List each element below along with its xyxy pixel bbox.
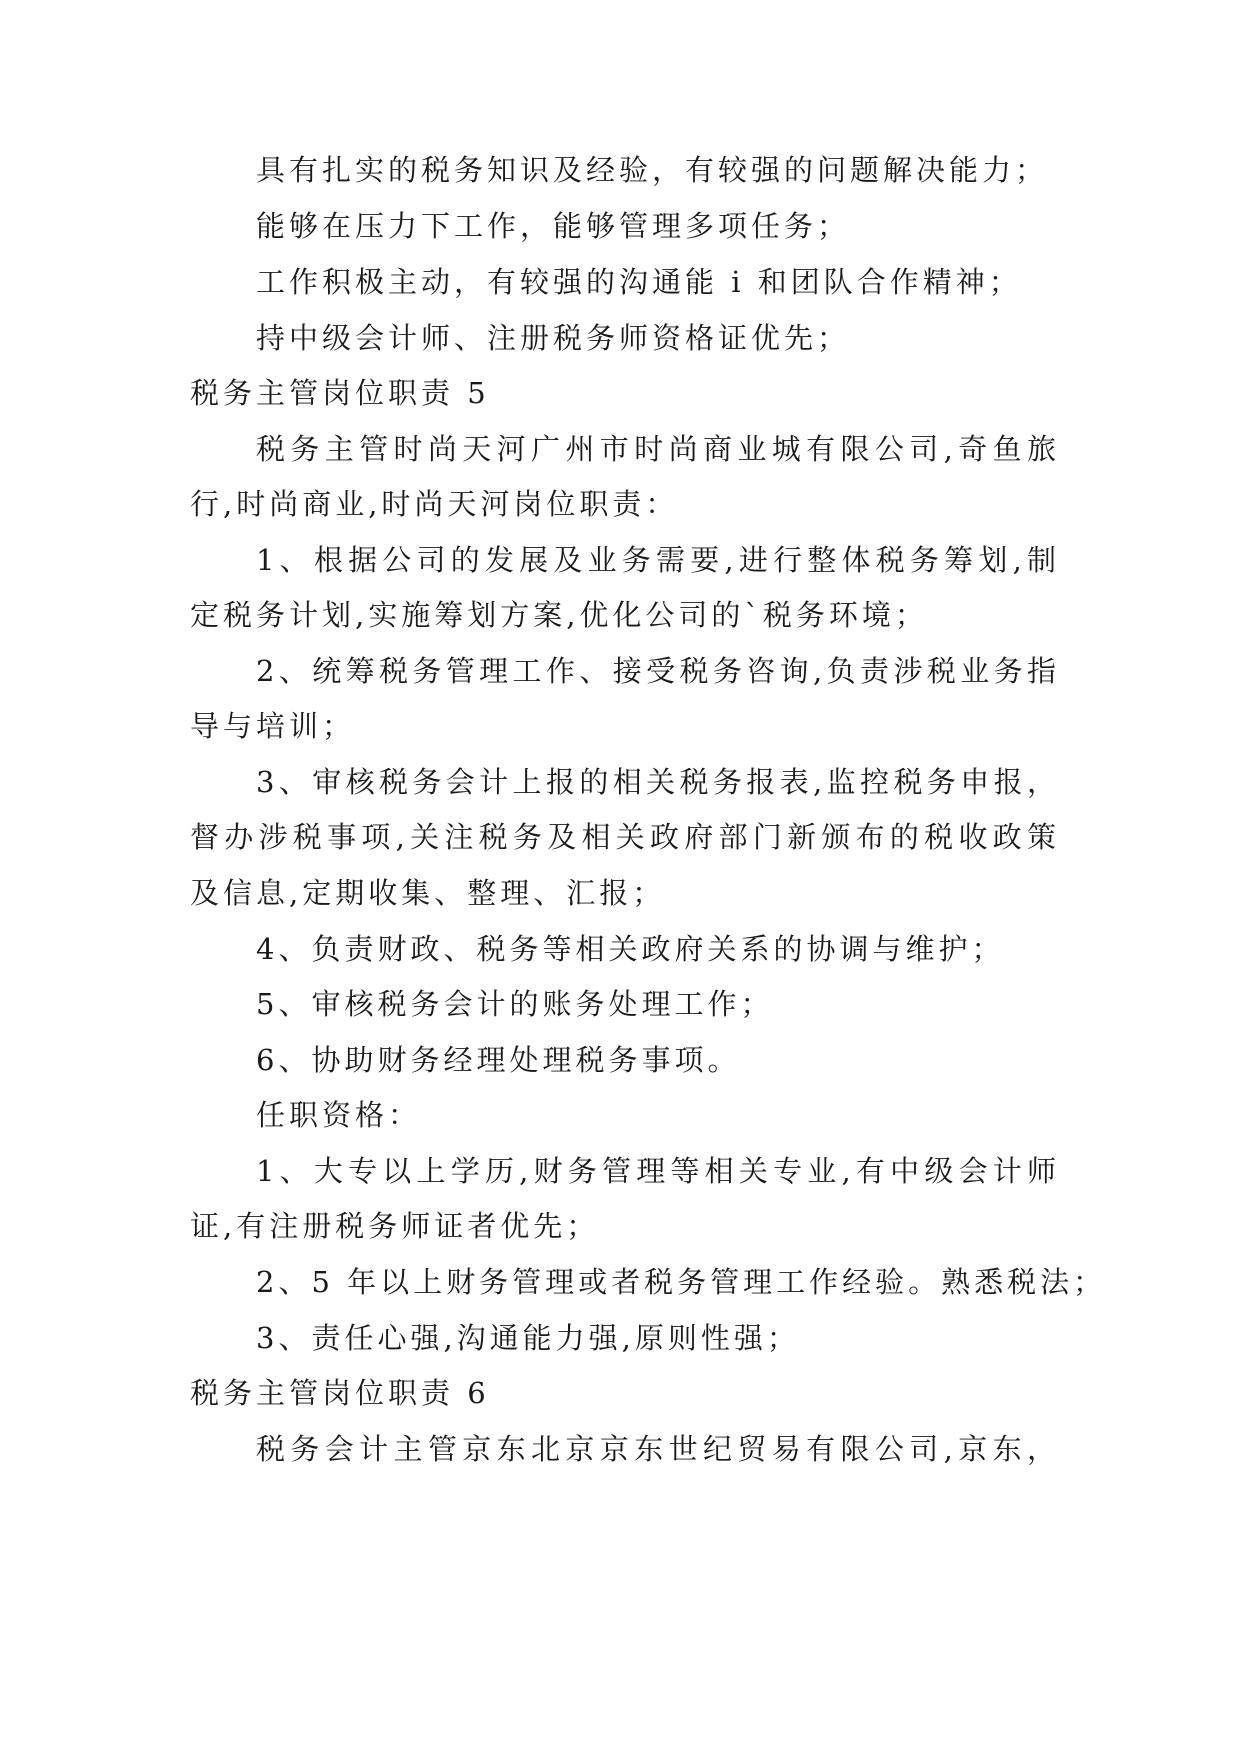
paragraph-line: 持中级会计师、注册税务师资格证优先；	[256, 321, 851, 355]
paragraph-line: 3、审核税务会计上报的相关税务报表,监控税务申报，	[256, 765, 1060, 799]
paragraph-line: 6、协助财务经理处理税务事项。	[256, 1043, 741, 1077]
paragraph-line: 2、统筹税务管理工作、接受税务咨询,负责涉税业务指	[256, 654, 1060, 688]
paragraph-line: 税务会计主管京东北京京东世纪贸易有限公司,京东，	[256, 1432, 1060, 1466]
paragraph-line: 能够在压力下工作，能够管理多项任务；	[256, 209, 851, 243]
paragraph-line: 3、责任心强,沟通能力强,原则性强；	[256, 1321, 800, 1355]
section-heading: 税务主管岗位职责 6	[190, 1376, 490, 1410]
section-heading: 税务主管岗位职责 5	[190, 376, 490, 410]
paragraph-line: 定税务计划,实施筹划方案,优化公司的`税务环境；	[190, 598, 928, 632]
paragraph-line: 导与培训；	[190, 709, 356, 743]
paragraph-line: 税务主管时尚天河广州市时尚商业城有限公司,奇鱼旅	[256, 432, 1060, 466]
subheading: 任职资格：	[256, 1098, 422, 1132]
paragraph-line: 行,时尚商业,时尚天河岗位职责：	[190, 487, 679, 521]
paragraph-line: 督办涉税事项,关注税务及相关政府部门新颁布的税收政策	[190, 820, 1060, 854]
paragraph-line: 5、审核税务会计的账务处理工作；	[256, 987, 774, 1021]
paragraph-line: 1、大专以上学历,财务管理等相关专业,有中级会计师	[256, 1154, 1060, 1188]
paragraph-line: 2、5 年以上财务管理或者税务管理工作经验。熟悉税法；	[256, 1265, 1107, 1299]
paragraph-line: 工作积极主动，有较强的沟通能 i 和团队合作精神；	[256, 265, 1022, 299]
paragraph-line: 及信息,定期收集、整理、汇报；	[190, 876, 666, 910]
paragraph-line: 4、负责财政、税务等相关政府关系的协调与维护；	[256, 932, 1005, 966]
paragraph-line: 证,有注册税务师证者优先；	[190, 1209, 600, 1243]
paragraph-line: 具有扎实的税务知识及经验，有较强的问题解决能力；	[256, 153, 1049, 187]
paragraph-line: 1、根据公司的发展及业务需要,进行整体税务筹划,制	[256, 543, 1060, 577]
